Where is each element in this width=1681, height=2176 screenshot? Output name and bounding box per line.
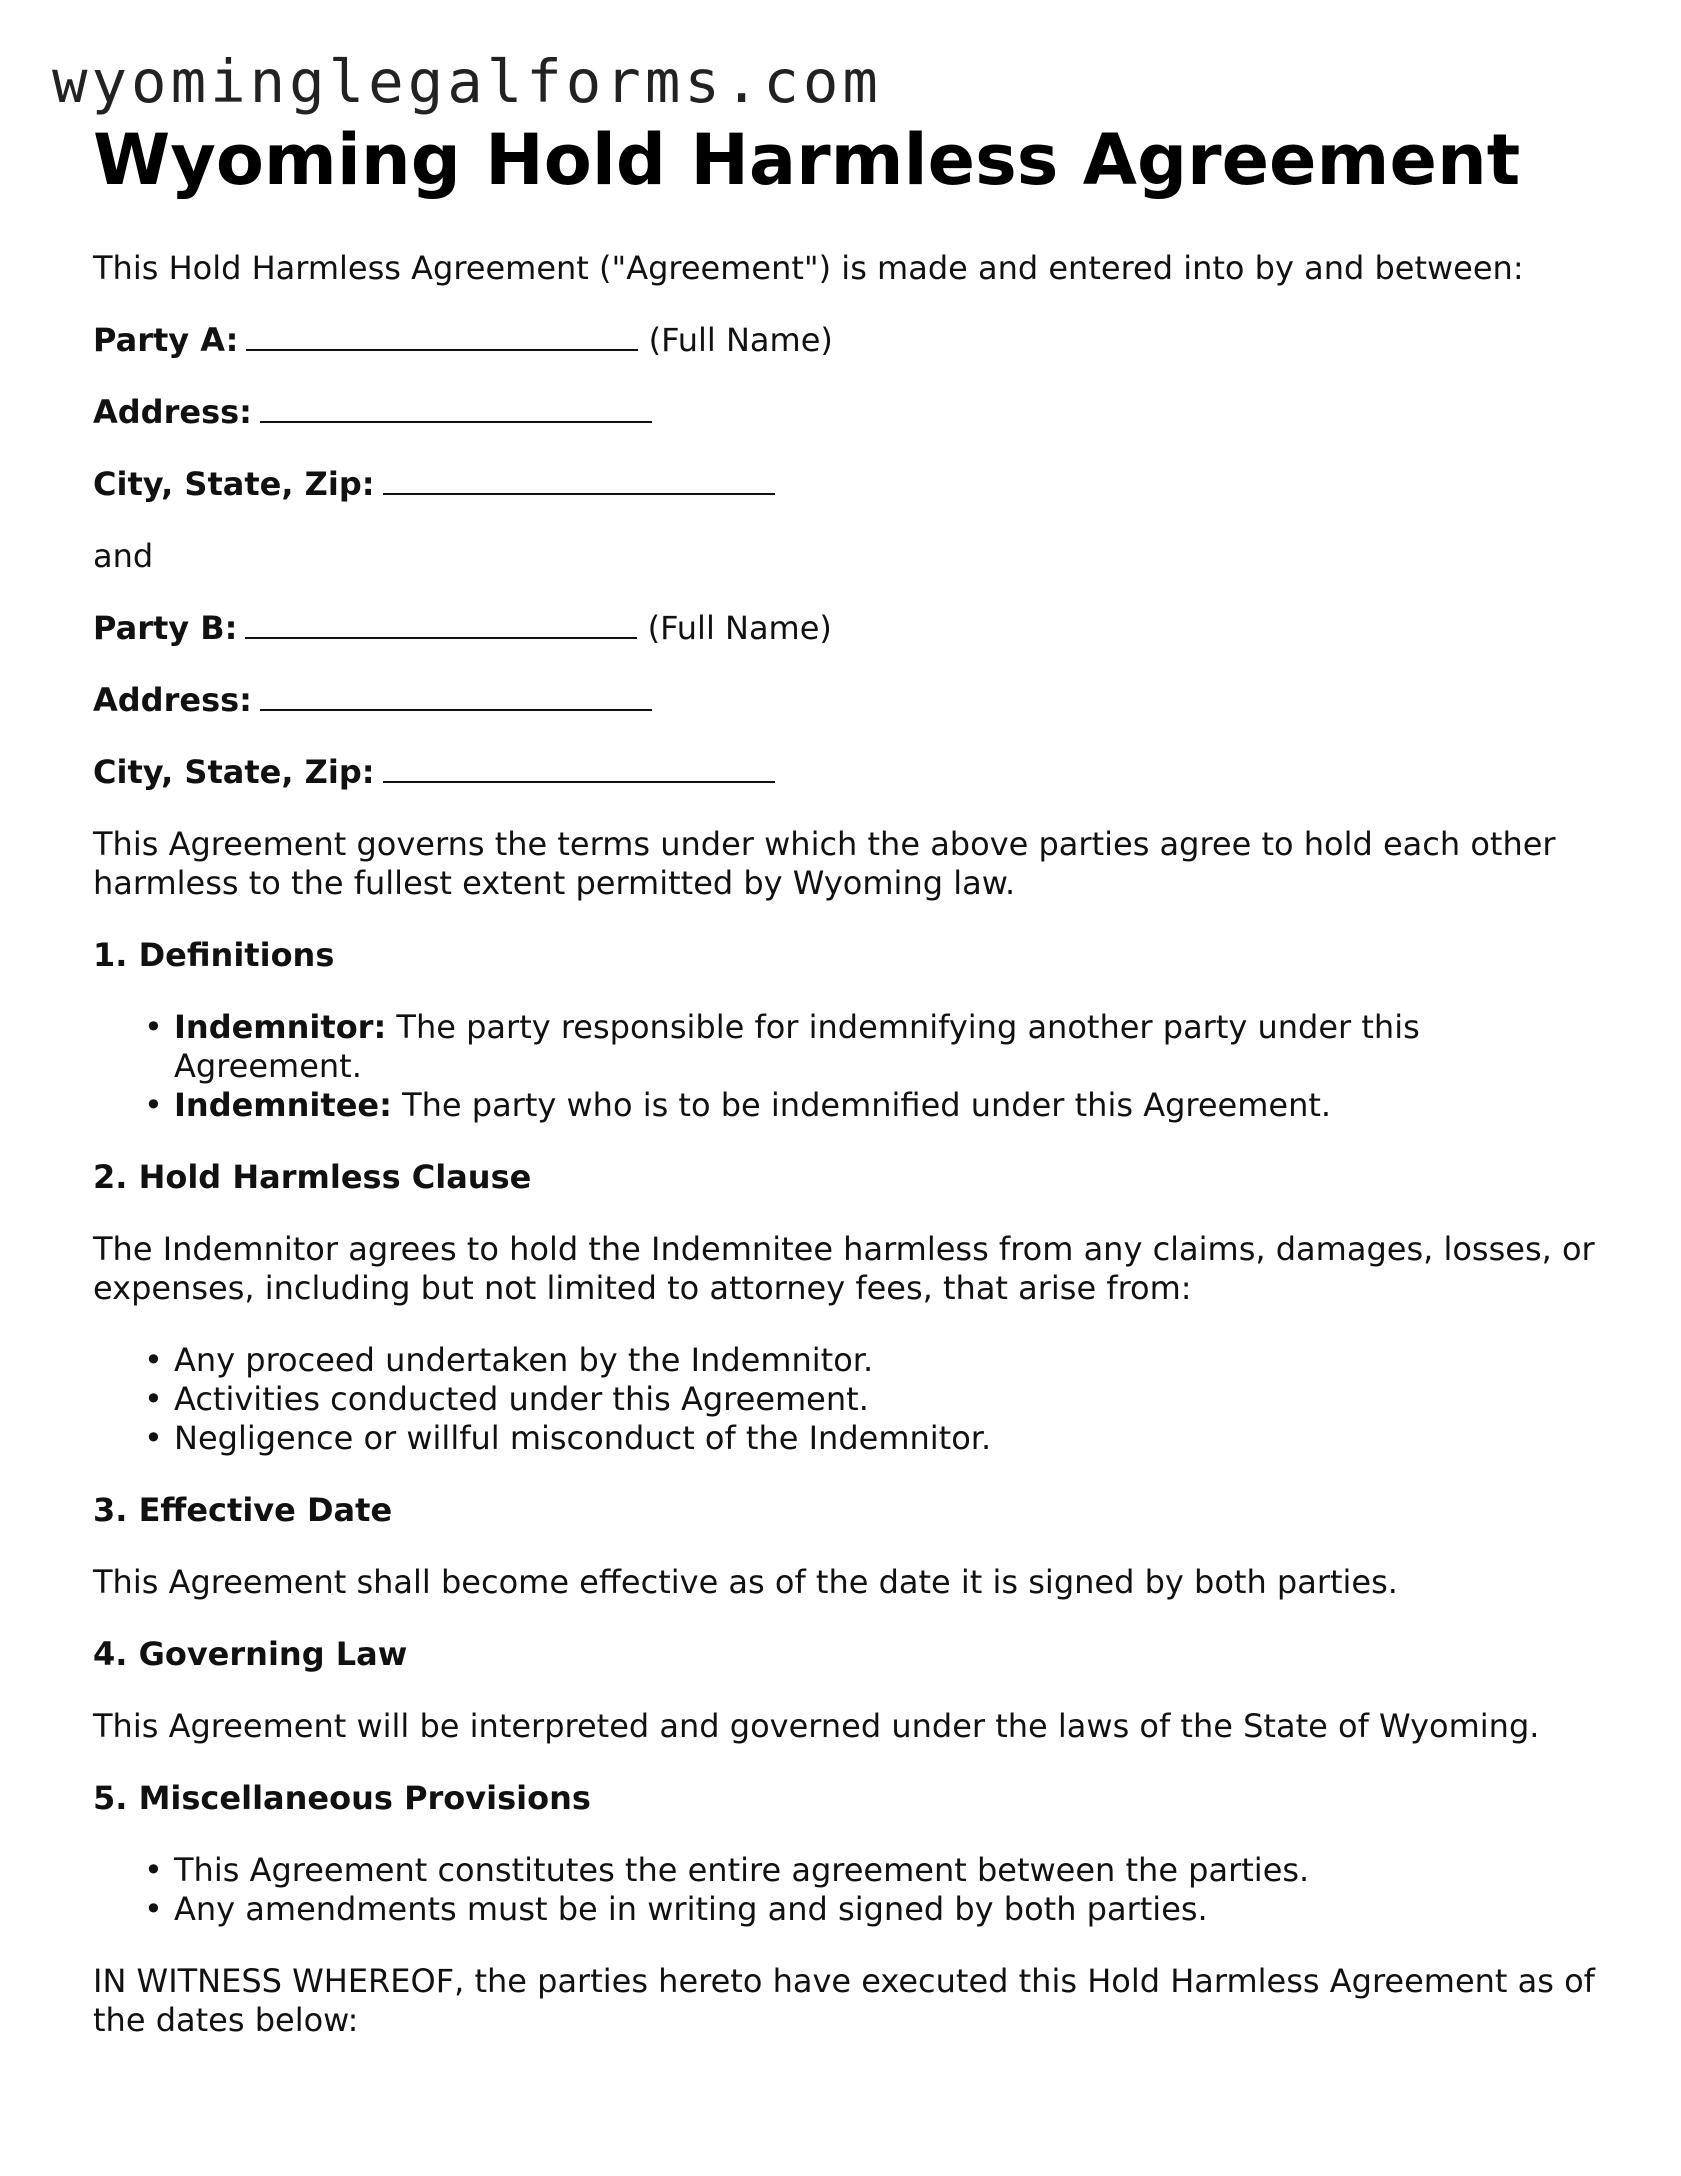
list-item-text: Any proceed undertaken by the Indemnitor. (174, 1341, 874, 1379)
section-3-heading: 3. Effective Date (93, 1491, 393, 1529)
witness-paragraph: IN WITNESS WHEREOF, the parties hereto have executed this Hold Harmless Agreement as of the dates below: (93, 1962, 1595, 2039)
document-body (93, 119, 1603, 2040)
provisions-list (93, 1851, 1603, 1929)
bullet-icon: • (144, 1851, 163, 1889)
party-a-name-row (93, 321, 1603, 360)
section-1-heading: 1. Definitions (93, 936, 335, 974)
party-b-name-row (93, 609, 1603, 648)
party-a-city-label: City, State, Zip: (93, 465, 375, 503)
definition-term: Indemnitor: (174, 1008, 387, 1046)
party-a-name-blank[interactable] (246, 323, 638, 351)
bullet-icon: • (144, 1380, 163, 1418)
list-item-text: Activities conducted under this Agreement. (174, 1380, 869, 1418)
section-2-paragraph: The Indemnitor agrees to hold the Indemnitee harmless from any claims, damages, losses, or expenses, including but not limited to attorney fees, that arise from: (93, 1230, 1595, 1307)
document-title: Wyoming Hold Harmless Agreement (93, 119, 1521, 201)
list-item-text: Negligence or willful misconduct of the Indemnitor. (174, 1419, 992, 1457)
list-item (144, 1008, 1603, 1086)
party-b-address-label: Address: (93, 681, 252, 719)
party-a-city-row (93, 465, 1603, 504)
section-2-heading: 2. Hold Harmless Clause (93, 1158, 532, 1196)
list-item (144, 1341, 1603, 1380)
intro-paragraph: This Hold Harmless Agreement ("Agreement") is made and entered into by and between: (93, 249, 1524, 287)
and-text: and (93, 537, 154, 575)
site-watermark: wyominglegalforms.com (52, 47, 882, 116)
definition-term: Indemnitee: (174, 1086, 392, 1124)
bullet-icon: • (144, 1890, 163, 1928)
section-3-paragraph: This Agreement shall become effective as of the date it is signed by both parties. (93, 1563, 1398, 1601)
section-4-paragraph: This Agreement will be interpreted and governed under the laws of the State of Wyoming. (93, 1707, 1540, 1745)
section-4-heading: 4. Governing Law (93, 1635, 408, 1673)
party-b-city-row (93, 753, 1603, 792)
party-b-address-blank[interactable] (260, 683, 652, 711)
party-b-city-blank[interactable] (383, 755, 775, 783)
definition-text: The party responsible for indemnifying another party under this Agreement. (174, 1008, 1420, 1085)
definitions-list (93, 1008, 1603, 1125)
bullet-icon: • (144, 1086, 163, 1124)
list-item (144, 1890, 1603, 1929)
party-b-name-label: Party B: (93, 609, 238, 647)
bullet-icon: • (144, 1008, 163, 1046)
party-a-city-blank[interactable] (383, 467, 775, 495)
party-a-address-row (93, 393, 1603, 432)
party-a-name-suffix: (Full Name) (648, 321, 833, 359)
party-b-name-blank[interactable] (245, 611, 637, 639)
party-a-address-label: Address: (93, 393, 252, 431)
party-a-name-label: Party A: (93, 321, 239, 359)
party-b-city-label: City, State, Zip: (93, 753, 375, 791)
list-item (144, 1419, 1603, 1458)
party-b-address-row (93, 681, 1603, 720)
party-a-address-blank[interactable] (260, 395, 652, 423)
clause-list (93, 1341, 1603, 1458)
list-item (144, 1380, 1603, 1419)
list-item-text: This Agreement constitutes the entire agreement between the parties. (174, 1851, 1310, 1889)
party-b-name-suffix: (Full Name) (647, 609, 832, 647)
bullet-icon: • (144, 1341, 163, 1379)
list-item (144, 1851, 1603, 1890)
governs-paragraph: This Agreement governs the terms under which the above parties agree to hold each other harmless to the fullest extent permitted by Wyoming law. (93, 825, 1556, 902)
list-item-text: Any amendments must be in writing and signed by both parties. (174, 1890, 1208, 1928)
definition-text: The party who is to be indemnified under this Agreement. (391, 1086, 1332, 1124)
bullet-icon: • (144, 1419, 163, 1457)
list-item (144, 1086, 1603, 1125)
section-5-heading: 5. Miscellaneous Provisions (93, 1779, 591, 1817)
